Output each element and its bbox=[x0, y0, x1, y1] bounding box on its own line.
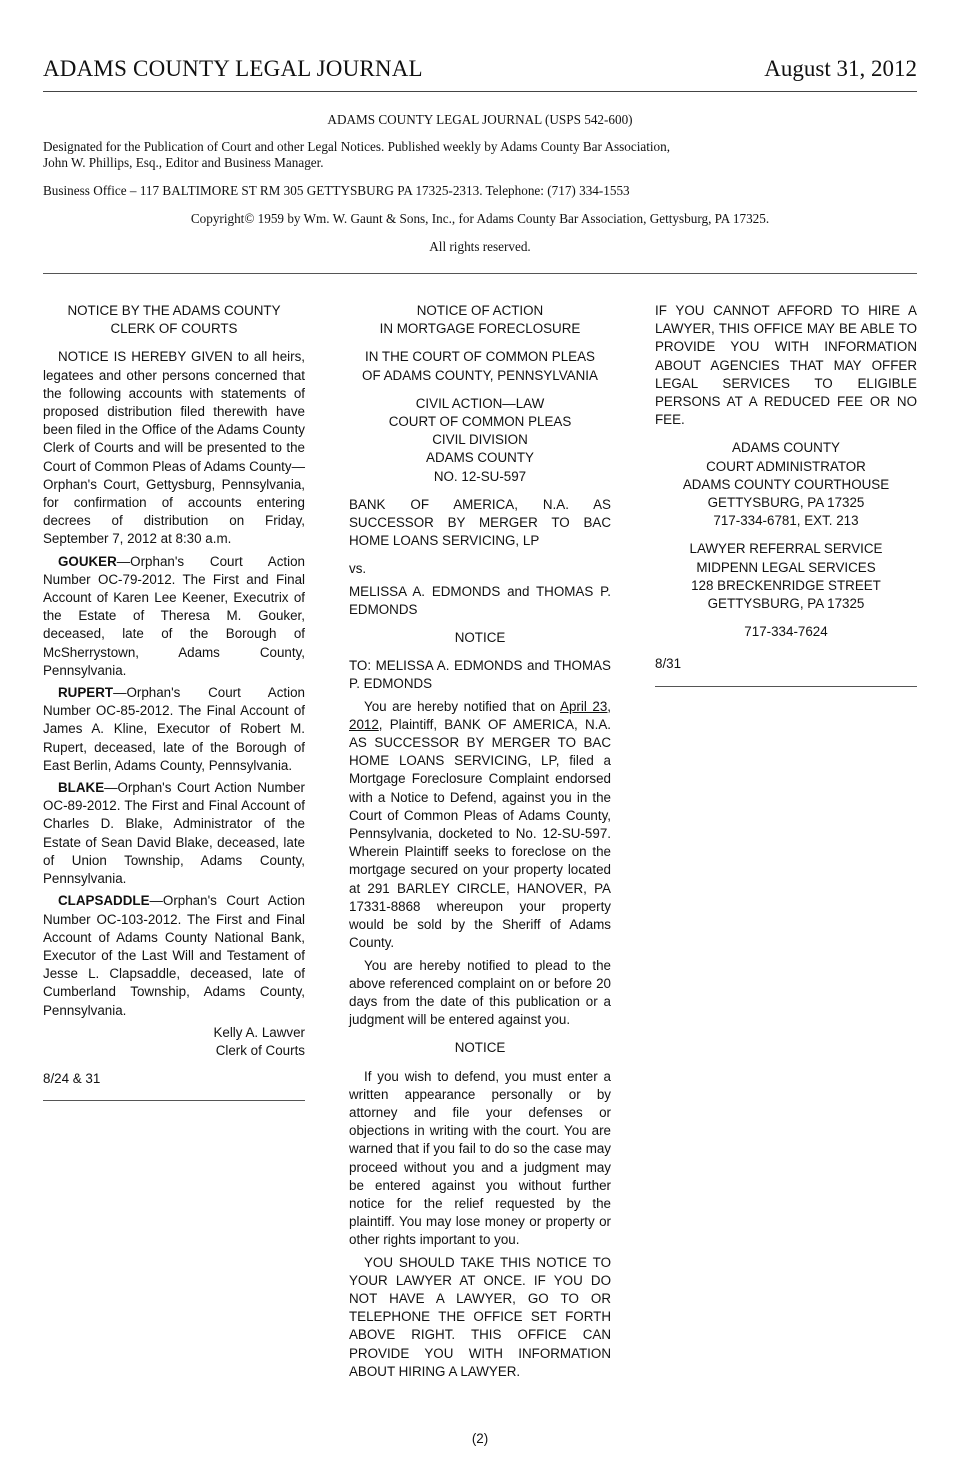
column-end-divider bbox=[43, 1100, 305, 1101]
caption-line-3: CIVIL DIVISION bbox=[432, 432, 528, 448]
notification-text-start: You are hereby notified that on bbox=[364, 698, 561, 714]
account-entry-name: GOUKER bbox=[58, 553, 117, 569]
clerk-notice-heading-1: NOTICE BY THE ADAMS COUNTY bbox=[67, 303, 281, 318]
copyright-line: Copyright© 1959 by Wm. W. Gaunt & Sons, Inc., for Adams County Bar Association, Gettysburg, PA 17325. bbox=[190, 211, 770, 226]
complaint-date: April 23, 2012 bbox=[349, 698, 611, 732]
referral-phone: 717-334-7624 bbox=[744, 624, 828, 640]
issue-date: August 31, 2012 bbox=[764, 56, 917, 81]
admin-line-2: COURT ADMINISTRATOR bbox=[706, 458, 866, 474]
rights-line: All rights reserved. bbox=[429, 239, 531, 254]
column-end-divider bbox=[655, 686, 917, 687]
signer-name: Kelly A. Lawver bbox=[213, 1024, 305, 1040]
publication-dates: 8/24 & 31 bbox=[43, 1071, 101, 1087]
account-entry-text: —Orphan's Court Action Number OC-89-2012. The First and Final Account of Charles D. Blake, Administrator of the Estate of Sean David Blake, deceased, late of Union Township, Adams County, Pennsylvania. bbox=[43, 780, 305, 887]
caption-line-4: ADAMS COUNTY bbox=[426, 450, 534, 466]
referral-line-2: MIDPENN LEGAL SERVICES bbox=[696, 559, 876, 575]
court-line-1: IN THE COURT OF COMMON PLEAS bbox=[365, 349, 595, 365]
masthead-divider bbox=[43, 91, 917, 92]
admin-line-1: ADAMS COUNTY bbox=[732, 440, 840, 456]
account-entry-name: CLAPSADDLE bbox=[58, 893, 150, 909]
foreclosure-heading-1: NOTICE OF ACTION bbox=[416, 303, 544, 318]
notice-heading-1: NOTICE bbox=[454, 630, 506, 646]
info-divider bbox=[43, 273, 917, 274]
foreclosure-heading-2: IN MORTGAGE FORECLOSURE bbox=[379, 321, 581, 337]
case-number: NO. 12-SU-597 bbox=[433, 468, 527, 484]
admin-phone: 717-334-6781, EXT. 213 bbox=[713, 513, 859, 529]
publisher-info bbox=[43, 112, 917, 255]
referral-line-3: 128 BRECKENRIDGE STREET bbox=[691, 577, 881, 593]
afford-lawyer-paragraph: IF YOU CANNOT AFFORD TO HIRE A LAWYER, THIS OFFICE MAY BE ABLE TO PROVIDE YOU WITH INFORMATION ABOUT AGENCIES THAT MAY OFFER LEGAL SERVICES TO ELIGIBLE PERSONS AT A REDUCED FEE OR NO FEE. bbox=[655, 303, 917, 428]
account-entry-text: —Orphan's Court Action Number OC-103-2012. The First and Final Account of Adams County National Bank, Executor of the Last Will and Testament of Jesse L. Clapsaddle, deceased, late of Cumberland Township, Adams County, Pennsylvania. bbox=[43, 893, 305, 1018]
account-entry-text: —Orphan's Court Action Number OC-85-2012. The Final Account of James A. Kline, Executor of Robert M. Rupert, deceased, late of the Borough of East Berlin, Adams County, Pennsylvania. bbox=[43, 685, 305, 773]
designation-line-2: John W. Phillips, Esq., Editor and Business Manager. bbox=[43, 155, 324, 170]
account-entry-text: —Orphan's Court Action Number OC-79-2012. The First and Final Account of Karen Lee Keener, Executrix of the Estate of Theresa M. Gouker, deceased, late of the Borough of McSherrystown, Adams County, Pennsylvania. bbox=[43, 553, 305, 678]
journal-title: ADAMS COUNTY LEGAL JOURNAL bbox=[43, 56, 423, 81]
designation-line-1: Designated for the Publication of Court and other Legal Notices. Published weekly by Adams County Bar Association, bbox=[43, 139, 671, 154]
account-entry-clapsaddle bbox=[43, 892, 305, 1019]
defendants-names: MELISSA A. EDMONDS and THOMAS P. EDMONDS bbox=[349, 583, 611, 617]
business-office-line: Business Office – 117 BALTIMORE ST RM 305 GETTYSBURG PA 17325-2313. Telephone: (717) 334-1553 bbox=[43, 183, 630, 198]
foreclosure-notice-column bbox=[349, 302, 611, 1381]
caption-line-1: CIVIL ACTION—LAW bbox=[415, 395, 545, 411]
page-number: (2) bbox=[471, 1431, 489, 1446]
legal-services-column bbox=[655, 302, 917, 687]
account-entry-name: RUPERT bbox=[58, 685, 114, 701]
notice-heading-2: NOTICE bbox=[454, 1040, 506, 1056]
admin-line-3: ADAMS COUNTY COURTHOUSE bbox=[682, 476, 890, 492]
clerk-notice-column bbox=[43, 302, 305, 1101]
to-line: TO: MELISSA A. EDMONDS and THOMAS P. EDMONDS bbox=[349, 658, 611, 692]
plaintiff-name: BANK OF AMERICA, N.A. AS SUCCESSOR BY MERGER TO BAC HOME LOANS SERVICING, LP bbox=[349, 496, 611, 549]
notification-paragraph bbox=[349, 698, 611, 953]
masthead bbox=[43, 56, 917, 88]
usps-line: ADAMS COUNTY LEGAL JOURNAL (USPS 542-600) bbox=[327, 112, 633, 127]
caption-line-2: COURT OF COMMON PLEAS bbox=[388, 414, 572, 430]
referral-line-4: GETTYSBURG, PA 17325 bbox=[707, 596, 865, 612]
clerk-notice-intro: NOTICE IS HEREBY GIVEN to all heirs, legatees and other persons concerned that the following accounts with statements of proposed distribution filed therewith have been filed in the Office of the Adams County Clerk of Courts and will be presented to the Court of Common Pleas of Adams County—Orphan's Court, Gettysburg, Pennsylvania, for confirmation of accounts entering decrees of distribution on Friday, September 7, 2012 at 8:30 a.m. bbox=[43, 349, 305, 547]
account-entry-gouker bbox=[43, 553, 305, 680]
lawyer-paragraph: YOU SHOULD TAKE THIS NOTICE TO YOUR LAWYER AT ONCE. IF YOU DO NOT HAVE A LAWYER, GO TO OR TELEPHONE THE OFFICE SET FORTH ABOVE RIGHT. THIS OFFICE CAN PROVIDE YOU WITH INFORMATION ABOUT HIRING A LAWYER. bbox=[349, 1254, 611, 1379]
signer-title: Clerk of Courts bbox=[215, 1042, 305, 1058]
account-entry-name: BLAKE bbox=[58, 780, 105, 796]
notification-text-end: , Plaintiff, BANK OF AMERICA, N.A. AS SUCCESSOR BY MERGER TO BAC HOME LOANS SERVICING, LP, filed a Mortgage Foreclosure Complaint endorsed with a Notice to Defend, against you in the Court of Common Pleas of Adams County, Pennsylvania, docketed to No. 12-SU-597. Wherein Plaintiff seeks to foreclose on the mortgage secured on your property located at 291 BARLEY CIRCLE, HANOVER, PA 17331-8868 whereupon your property would be sold by the Sheriff of Adams County. bbox=[349, 716, 611, 951]
account-entry-blake bbox=[43, 779, 305, 888]
admin-line-4: GETTYSBURG, PA 17325 bbox=[707, 495, 865, 511]
defend-paragraph: If you wish to defend, you must enter a written appearance personally or by attorney and file your defenses or objections in writing with the court. You are warned that if you fail to do so the case may proceed without you and a judgment may be entered against you without further notice for the relief requested by the plaintiff. You may lose money or property or other rights important to you. bbox=[349, 1068, 611, 1248]
publication-dates: 8/31 bbox=[655, 656, 682, 672]
plead-paragraph: You are hereby notified to plead to the above referenced complaint on or before 20 days from the date of this publication or a judgment will be entered against you. bbox=[349, 957, 611, 1028]
account-entry-rupert bbox=[43, 684, 305, 775]
versus-label: vs. bbox=[349, 561, 367, 577]
referral-line-1: LAWYER REFERRAL SERVICE bbox=[689, 541, 883, 557]
court-line-2: OF ADAMS COUNTY, PENNSYLVANIA bbox=[362, 367, 598, 383]
clerk-notice-heading-2: CLERK OF COURTS bbox=[110, 321, 238, 337]
